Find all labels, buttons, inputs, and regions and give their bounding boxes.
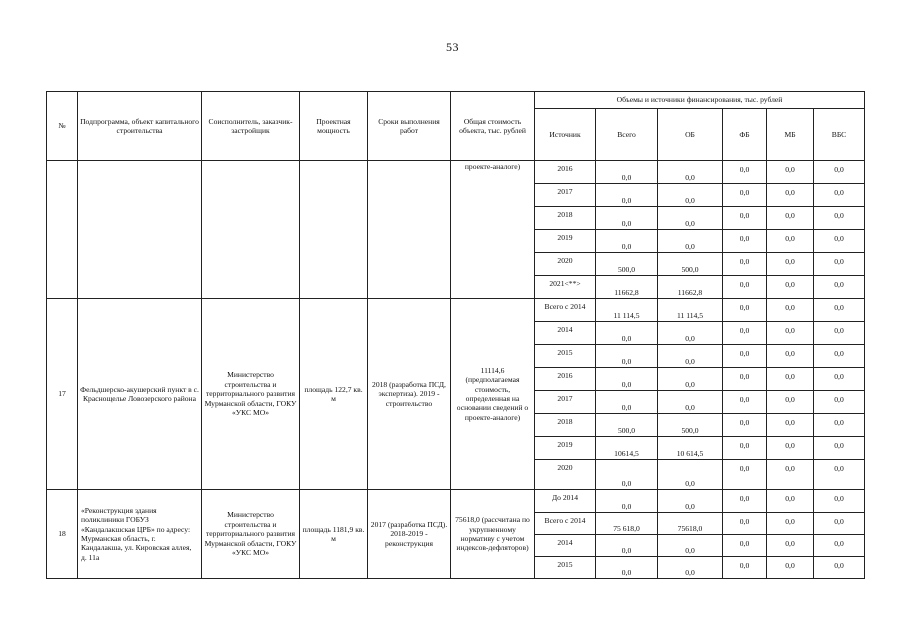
header-cost: Общая стоимость объекта, тыс. рублей: [451, 92, 535, 161]
vbs-cell: 0,0: [814, 184, 865, 207]
mb-cell: 0,0: [767, 513, 814, 535]
fb-cell: 0,0: [723, 535, 767, 557]
source-cell: 2015: [535, 345, 596, 368]
source-cell: 2017: [535, 184, 596, 207]
source-cell: 2014: [535, 322, 596, 345]
ob-cell: 11 114,5: [658, 299, 723, 322]
header-terms: Сроки выполнения работ: [368, 92, 451, 161]
source-cell: 2021<**>: [535, 276, 596, 299]
fb-cell: 0,0: [723, 513, 767, 535]
cost: 11114,6 (предполагаемая стоимость, определенная на основании сведений о проекте-аналоге): [451, 299, 535, 490]
fb-cell: 0,0: [723, 345, 767, 368]
total-cell: 75 618,0: [596, 513, 658, 535]
source-cell: 2020: [535, 460, 596, 490]
total-cell: 0,0: [596, 557, 658, 579]
block1-name: [78, 161, 202, 299]
object-name: «Реконструкция здания поликлиники ГОБУЗ «Кандалакшская ЦРБ» по адресу: Мурманская область, г. Кандалакша, ул. Кировская аллея, д. 11а: [78, 490, 202, 579]
mb-cell: 0,0: [767, 207, 814, 230]
total-cell: 0,0: [596, 535, 658, 557]
source-cell: 2015: [535, 557, 596, 579]
mb-cell: 0,0: [767, 253, 814, 276]
block1-coexecutor: [202, 161, 300, 299]
ob-cell: 0,0: [658, 490, 723, 513]
vbs-cell: 0,0: [814, 345, 865, 368]
fb-cell: 0,0: [723, 460, 767, 490]
financing-table: [46, 91, 865, 579]
total-cell: 0,0: [596, 322, 658, 345]
total-cell: 0,0: [596, 230, 658, 253]
item-number: 18: [47, 490, 78, 579]
fb-cell: 0,0: [723, 322, 767, 345]
ob-cell: 0,0: [658, 184, 723, 207]
header-coexecutor: Соисполнитель, заказчик-застройщик: [202, 92, 300, 161]
source-cell: 2014: [535, 535, 596, 557]
source-cell: 2018: [535, 414, 596, 437]
ob-cell: 0,0: [658, 391, 723, 414]
vbs-cell: 0,0: [814, 368, 865, 391]
fb-cell: 0,0: [723, 207, 767, 230]
ob-cell: 75618,0: [658, 513, 723, 535]
vbs-cell: 0,0: [814, 161, 865, 184]
total-cell: 10614,5: [596, 437, 658, 460]
total-cell: 0,0: [596, 368, 658, 391]
header-total: Всего: [596, 109, 658, 161]
coexecutor: Министерство строительства и территориального развития Мурманской области, ГОКУ «УКС МО»: [202, 299, 300, 490]
header-fb: ФБ: [723, 109, 767, 161]
mb-cell: 0,0: [767, 161, 814, 184]
vbs-cell: 0,0: [814, 230, 865, 253]
source-cell: До 2014: [535, 490, 596, 513]
header-subprogram: Подпрограмма, объект капитального строительства: [78, 92, 202, 161]
cost: 75618,0 (рассчитана по укрупненному нормативу с учетом индексов-дефляторов): [451, 490, 535, 579]
vbs-cell: 0,0: [814, 322, 865, 345]
mb-cell: 0,0: [767, 437, 814, 460]
vbs-cell: 0,0: [814, 253, 865, 276]
capacity: площадь 1181,9 кв. м: [300, 490, 368, 579]
mb-cell: 0,0: [767, 184, 814, 207]
ob-cell: 500,0: [658, 253, 723, 276]
vbs-cell: 0,0: [814, 299, 865, 322]
source-cell: 2016: [535, 161, 596, 184]
header-vbs: ВБС: [814, 109, 865, 161]
total-cell: 0,0: [596, 207, 658, 230]
header-mb: МБ: [767, 109, 814, 161]
mb-cell: 0,0: [767, 322, 814, 345]
source-cell: 2017: [535, 391, 596, 414]
mb-cell: 0,0: [767, 414, 814, 437]
ob-cell: 0,0: [658, 322, 723, 345]
fb-cell: 0,0: [723, 414, 767, 437]
source-cell: 2020: [535, 253, 596, 276]
total-cell: 0,0: [596, 184, 658, 207]
coexecutor: Министерство строительства и территориального развития Мурманской области, ГОКУ «УКС МО»: [202, 490, 300, 579]
source-cell: Всего с 2014: [535, 513, 596, 535]
ob-cell: 500,0: [658, 414, 723, 437]
mb-cell: 0,0: [767, 460, 814, 490]
total-cell: 11662,8: [596, 276, 658, 299]
vbs-cell: 0,0: [814, 535, 865, 557]
block1-terms: [368, 161, 451, 299]
mb-cell: 0,0: [767, 535, 814, 557]
object-name: Фельдшерско-акушерский пункт в с. Краснощелье Ловозерского района: [78, 299, 202, 490]
fb-cell: 0,0: [723, 391, 767, 414]
fb-cell: 0,0: [723, 557, 767, 579]
total-cell: 0,0: [596, 460, 658, 490]
ob-cell: 0,0: [658, 230, 723, 253]
mb-cell: 0,0: [767, 299, 814, 322]
vbs-cell: 0,0: [814, 414, 865, 437]
ob-cell: 11662,8: [658, 276, 723, 299]
header-capacity: Проектная мощность: [300, 92, 368, 161]
fb-cell: 0,0: [723, 299, 767, 322]
terms: 2017 (разработка ПСД). 2018-2019 - реконструкция: [368, 490, 451, 579]
header-ob: ОБ: [658, 109, 723, 161]
mb-cell: 0,0: [767, 391, 814, 414]
fb-cell: 0,0: [723, 437, 767, 460]
mb-cell: 0,0: [767, 276, 814, 299]
header-funding: Объемы и источники финансирования, тыс. рублей: [535, 92, 865, 109]
terms: 2018 (разработка ПСД, экспертиза). 2019 - строительство: [368, 299, 451, 490]
vbs-cell: 0,0: [814, 437, 865, 460]
total-cell: 0,0: [596, 391, 658, 414]
total-cell: 500,0: [596, 414, 658, 437]
ob-cell: 0,0: [658, 161, 723, 184]
mb-cell: 0,0: [767, 490, 814, 513]
vbs-cell: 0,0: [814, 460, 865, 490]
source-cell: 2018: [535, 207, 596, 230]
ob-cell: 0,0: [658, 368, 723, 391]
ob-cell: 0,0: [658, 557, 723, 579]
ob-cell: 0,0: [658, 535, 723, 557]
vbs-cell: 0,0: [814, 513, 865, 535]
source-cell: 2019: [535, 437, 596, 460]
vbs-cell: 0,0: [814, 276, 865, 299]
vbs-cell: 0,0: [814, 391, 865, 414]
source-cell: 2016: [535, 368, 596, 391]
mb-cell: 0,0: [767, 345, 814, 368]
total-cell: 0,0: [596, 161, 658, 184]
total-cell: 11 114,5: [596, 299, 658, 322]
vbs-cell: 0,0: [814, 490, 865, 513]
block1-capacity: [300, 161, 368, 299]
mb-cell: 0,0: [767, 368, 814, 391]
mb-cell: 0,0: [767, 557, 814, 579]
mb-cell: 0,0: [767, 230, 814, 253]
header-num: №: [47, 92, 78, 161]
fb-cell: 0,0: [723, 490, 767, 513]
fb-cell: 0,0: [723, 276, 767, 299]
ob-cell: 0,0: [658, 207, 723, 230]
fb-cell: 0,0: [723, 253, 767, 276]
fb-cell: 0,0: [723, 230, 767, 253]
ob-cell: 10 614,5: [658, 437, 723, 460]
fb-cell: 0,0: [723, 161, 767, 184]
vbs-cell: 0,0: [814, 557, 865, 579]
total-cell: 0,0: [596, 345, 658, 368]
total-cell: 0,0: [596, 490, 658, 513]
block1-num: [47, 161, 78, 299]
fb-cell: 0,0: [723, 368, 767, 391]
vbs-cell: 0,0: [814, 207, 865, 230]
total-cell: 500,0: [596, 253, 658, 276]
item-number: 17: [47, 299, 78, 490]
block1-cost: проекте-аналоге): [451, 161, 535, 299]
source-cell: Всего с 2014: [535, 299, 596, 322]
source-cell: 2019: [535, 230, 596, 253]
capacity: площадь 122,7 кв. м: [300, 299, 368, 490]
fb-cell: 0,0: [723, 184, 767, 207]
page-number: 53: [446, 40, 459, 54]
header-source: Источник: [535, 109, 596, 161]
ob-cell: 0,0: [658, 460, 723, 490]
ob-cell: 0,0: [658, 345, 723, 368]
